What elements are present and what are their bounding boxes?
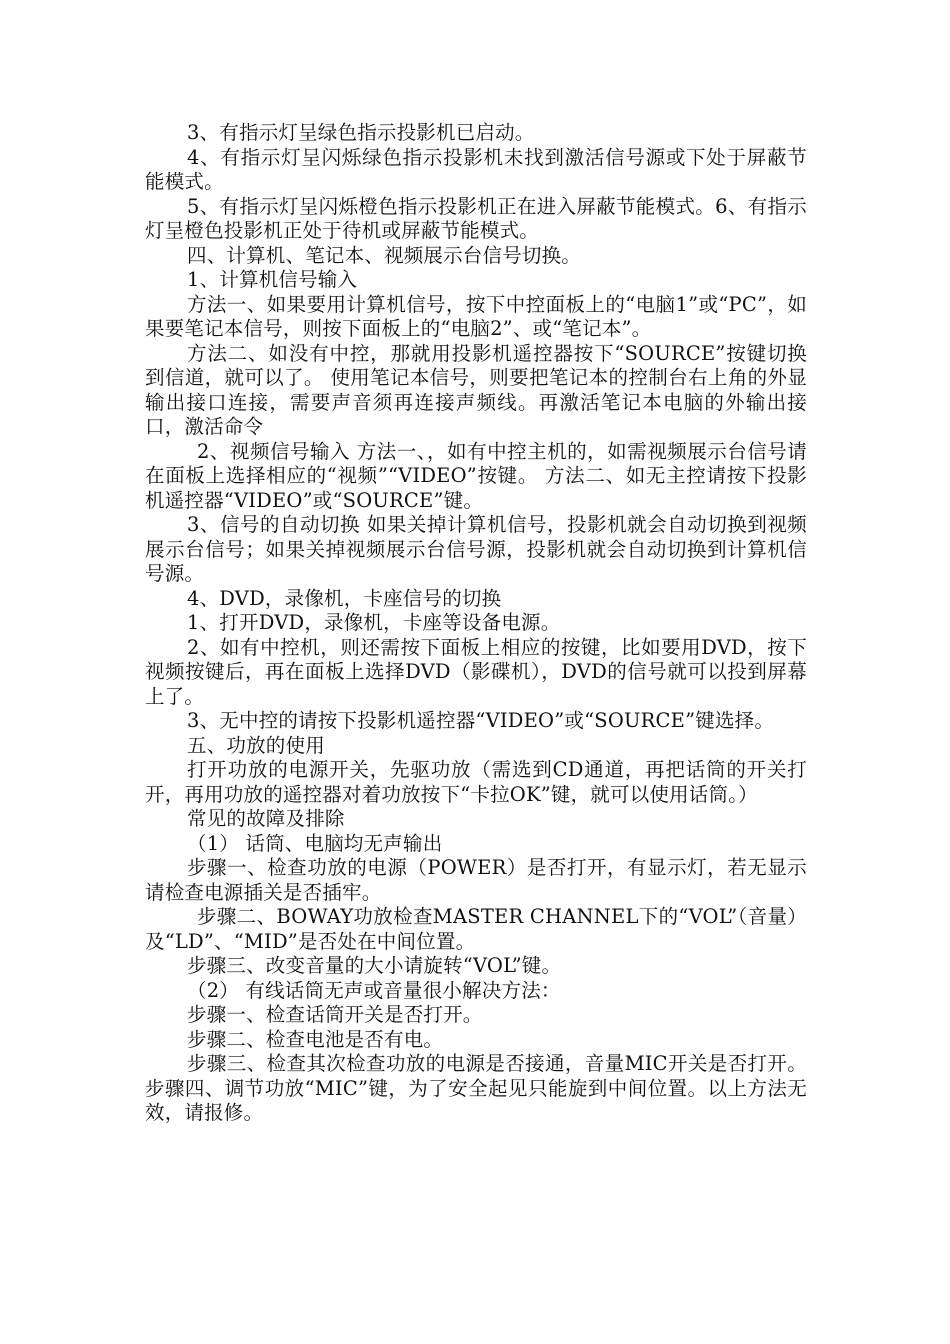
paragraph: 打开功放的电源开关，先驱功放（需选到CD通道，再把话筒的开关打开，再用功放的遥控器对着功放按下“卡拉OK”键，就可以使用话筒。） (145, 758, 807, 806)
paragraph: 2、如有中控机，则还需按下面板上相应的按键，比如要用DVD，按下视频按键后，再在面板上选择DVD（影碟机），DVD的信号就可以投到屏幕上了。 (145, 635, 807, 708)
paragraph: 步骤一、检查话筒开关是否打开。 (187, 1003, 483, 1026)
paragraph: 步骤二、检查电池是否有电。 (187, 1027, 444, 1051)
paragraph: 4、有指示灯呈闪烁绿色指示投影机未找到激活信号源或下处于屏蔽节能模式。 (145, 145, 807, 193)
paragraph: 2、视频信号输入 方法一、，如有中控主机的，如需视频展示台信号请在面板上选择相应的“视频”“VIDEO”按键。 方法二、如无主控请按下投影机遥控器“VIDEO”或“SOURCE”键。 (145, 439, 807, 512)
paragraph: 步骤二、BOWAY功放检查MASTER CHANNEL下的“VOL”（音量）及“LD”、“MID”是否处在中间位置。 (145, 905, 807, 953)
paragraph: 步骤一、检查功放的电源（POWER）是否打开，有显示灯，若无显示请检查电源插关是否插牢。 (145, 856, 807, 904)
paragraph: 3、信号的自动切换 如果关掉计算机信号，投影机就会自动切换到视频展示台信号；如果关掉视频展示台信号源，投影机就会自动切换到计算机信号源。 (145, 513, 807, 585)
paragraph: 步骤三、检查其次检查功放的电源是否接通，音量MIC开关是否打开。步骤四、调节功放“MIC”键，为了安全起见只能旋到中间位置。以上方法无效，请报修。 (145, 1052, 807, 1124)
paragraph: 4、DVD，录像机，卡座信号的切换 (187, 586, 502, 610)
paragraph: 1、计算机信号输入 (187, 268, 358, 291)
section-heading: 四、计算机、笔记本、视频展示台信号切换。 (187, 243, 582, 267)
paragraph: 方法二、如没有中控，那就用投影机遥控器按下“SOURCE”按键切换到信道，就可以了。 使用笔记本信号，则要把笔记本的控制台右上角的外显输出接口连接，需要声音须再连接声频线。再激活笔记本电脑的外输出接口，激活命令 (145, 341, 807, 438)
paragraph: 方法一、如果要用计算机信号，按下中控面板上的“电脑1”或“PC”，如果要笔记本信号，则按下面板上的“电脑2”、或“笔记本”。 (145, 292, 807, 340)
paragraph: 5、有指示灯呈闪烁橙色指示投影机正在进入屏蔽节能模式。6、有指示灯呈橙色投影机正处于待机或屏蔽节能模式。 (145, 194, 807, 242)
section-heading: 五、功放的使用 (187, 733, 325, 757)
paragraph: 步骤三、改变音量的大小请旋转“VOL”键。 (187, 954, 562, 977)
document-body (145, 121, 807, 1126)
section-heading: 常见的故障及排除 (187, 807, 345, 830)
paragraph: 3、无中控的请按下投影机遥控器“VIDEO”或“SOURCE”键选择。 (187, 709, 775, 732)
paragraph: 1、打开DVD，录像机，卡座等设备电源。 (187, 611, 561, 634)
paragraph: （2） 有线话筒无声或音量很小解决方法： (187, 978, 561, 1002)
paragraph: 3、有指示灯呈绿色指示投影机已启动。 (187, 121, 535, 144)
paragraph: （1） 话筒、电脑均无声输出 (187, 831, 443, 855)
